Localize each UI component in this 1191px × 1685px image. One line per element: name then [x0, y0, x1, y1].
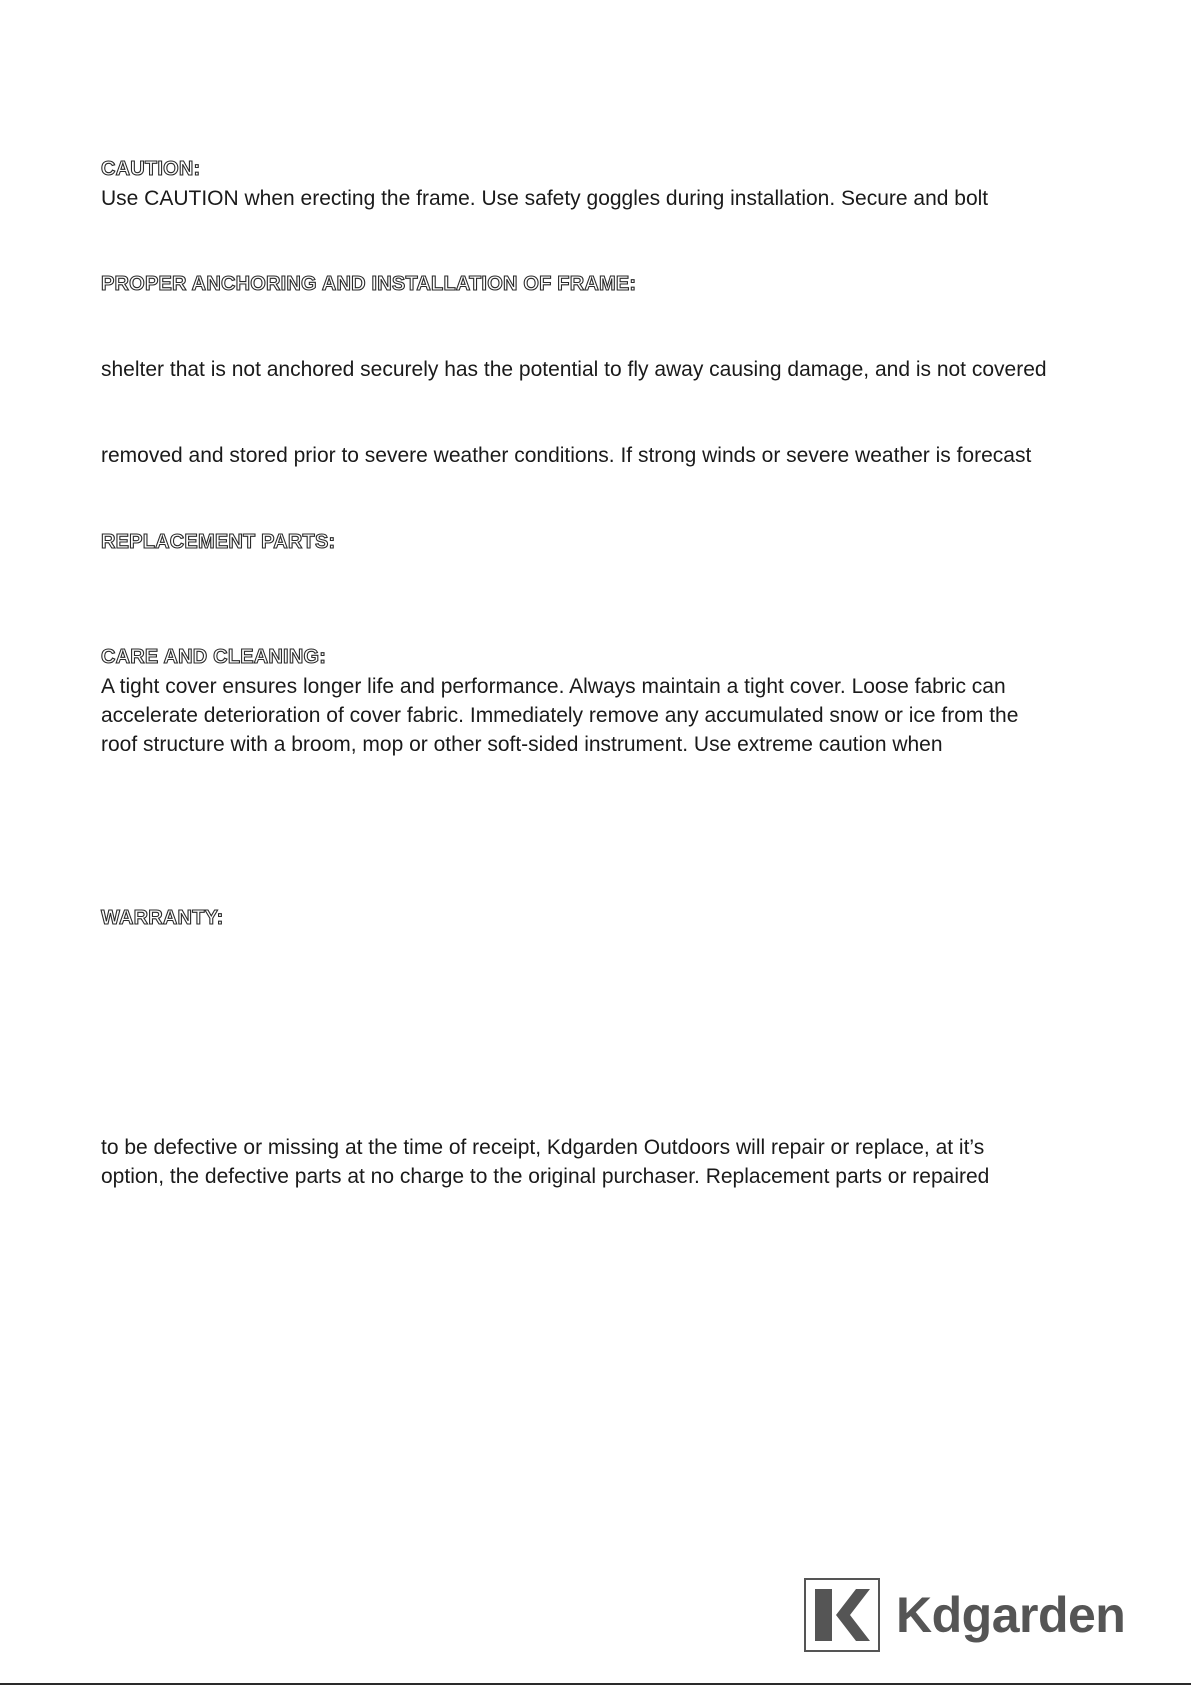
warranty-text-line-1: to be defective or missing at the time of receipt, Kdgarden Outdoors will repair or replace, at it’s: [101, 1136, 985, 1159]
caution-heading: CAUTION:: [101, 158, 201, 180]
care-text-line-2: accelerate deterioration of cover fabric. Immediately remove any accumulated snow or ice from the: [101, 704, 1019, 727]
warranty-text-line-2: option, the defective parts at no charge to the original purchaser. Replacement parts or repaired: [101, 1165, 990, 1188]
caution-text-line-1: Use CAUTION when erecting the frame. Use safety goggles during installation. Secure and bolt: [101, 187, 989, 210]
warranty-heading: WARRANTY:: [101, 907, 224, 929]
kdgarden-logo-text: Kdgarden: [896, 1587, 1126, 1643]
anchoring-text-line-1: shelter that is not anchored securely has the potential to fly away causing damage, and is not covered: [101, 358, 1047, 381]
anchoring-heading: PROPER ANCHORING AND INSTALLATION OF FRAME:: [101, 273, 637, 295]
replacement-parts-heading: REPLACEMENT PARTS:: [101, 531, 336, 553]
anchoring-text-line-2: removed and stored prior to severe weather conditions. If strong winds or severe weather is forecast: [101, 444, 1032, 467]
care-text-line-1: A tight cover ensures longer life and performance. Always maintain a tight cover. Loose fabric can: [101, 675, 1006, 698]
care-text-line-3: roof structure with a broom, mop or other soft-sided instrument. Use extreme caution when: [101, 733, 943, 756]
kdgarden-logo: [804, 1577, 1125, 1653]
care-cleaning-heading: CARE AND CLEANING:: [101, 646, 327, 668]
kdgarden-logo-icon: [804, 1578, 880, 1652]
